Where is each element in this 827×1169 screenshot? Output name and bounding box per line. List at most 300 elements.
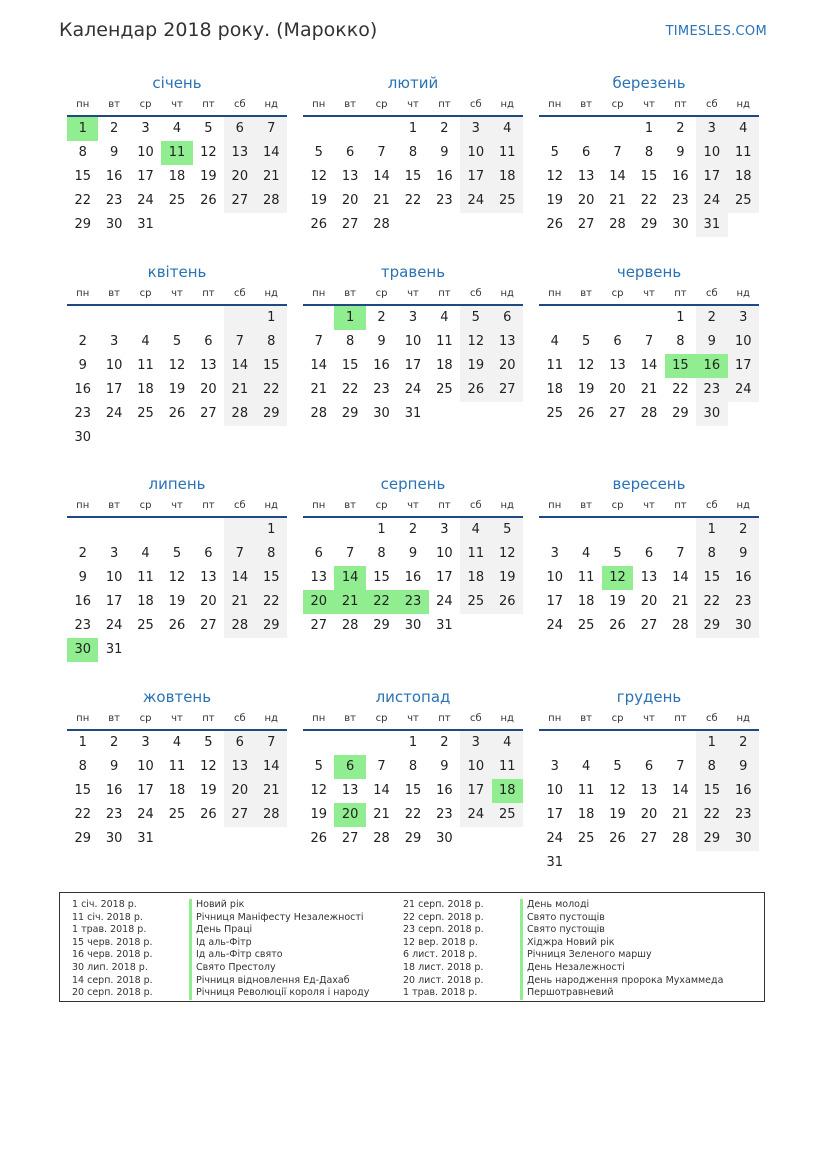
day-cell[interactable]: 21 [256,165,287,189]
day-cell[interactable]: 9 [408,546,418,561]
day-cell[interactable]: 12 [460,330,491,354]
day-cell[interactable]: 21 [672,594,689,609]
day-cell[interactable]: 26 [200,807,217,822]
day-cell[interactable]: 6 [644,759,654,774]
day-cell[interactable]: 6 [581,145,591,160]
day-cell[interactable]: 7 [224,542,255,566]
day-cell[interactable]: 11 [577,570,595,585]
day-cell[interactable]: 4 [172,121,182,136]
day-cell[interactable]: 11 [577,783,595,798]
day-cell[interactable]: 5 [613,759,622,774]
day-cell[interactable]: 20 [640,807,658,822]
day-cell[interactable]: 10 [546,783,563,798]
day-cell[interactable]: 22 [404,193,422,208]
day-cell[interactable]: 29 [256,614,287,638]
day-cell[interactable]: 8 [377,546,386,561]
day-cell[interactable]: 18 [137,382,154,397]
day-cell[interactable]: 16 [74,382,91,397]
day-cell[interactable]: 15 [256,566,287,590]
day-cell[interactable]: 23 [436,807,453,822]
day-cell[interactable]: 22 [74,193,91,208]
day-cell[interactable]: 13 [224,141,255,165]
day-cell[interactable]: 10 [137,145,154,160]
day-cell[interactable]: 26 [200,193,217,208]
day-cell[interactable]: 17 [137,783,154,798]
day-cell[interactable]: 2 [676,121,685,136]
day-cell[interactable]: 7 [613,145,622,160]
day-cell[interactable]: 25 [436,382,453,397]
day-cell[interactable]: 7 [314,334,323,349]
day-cell[interactable]: 20 [334,803,365,827]
day-cell[interactable]: 15 [404,169,422,184]
day-cell[interactable]: 15 [665,354,696,378]
day-cell[interactable]: 12 [200,145,217,160]
day-cell[interactable]: 1 [696,731,727,755]
day-cell[interactable]: 22 [696,803,727,827]
day-cell[interactable]: 10 [460,755,491,779]
day-cell[interactable]: 16 [105,783,123,798]
day-cell[interactable]: 6 [644,546,654,561]
day-cell[interactable]: 30 [105,831,123,846]
day-cell[interactable]: 1 [256,518,287,542]
day-cell[interactable]: 23 [74,406,91,421]
day-cell[interactable]: 6 [345,145,355,160]
day-cell[interactable]: 4 [172,735,182,750]
day-cell[interactable]: 21 [334,590,365,614]
day-cell[interactable]: 25 [137,406,154,421]
day-cell[interactable]: 14 [373,169,390,184]
day-cell[interactable]: 22 [366,590,397,614]
day-cell[interactable]: 27 [577,217,595,232]
day-cell[interactable]: 18 [728,165,759,189]
day-cell[interactable]: 29 [74,217,91,232]
day-cell[interactable]: 19 [609,594,626,609]
day-cell[interactable]: 3 [728,306,759,330]
day-cell[interactable]: 14 [334,566,365,590]
day-cell[interactable]: 27 [200,406,217,421]
day-cell[interactable]: 6 [204,334,213,349]
day-cell[interactable]: 15 [256,354,287,378]
day-cell[interactable]: 1 [408,735,418,750]
day-cell[interactable]: 19 [200,169,217,184]
day-cell[interactable]: 23 [696,378,727,402]
day-cell[interactable]: 25 [492,803,523,827]
day-cell[interactable]: 20 [640,594,658,609]
day-cell[interactable]: 20 [341,193,359,208]
day-cell[interactable]: 12 [602,566,633,590]
day-cell[interactable]: 21 [256,779,287,803]
day-cell[interactable]: 26 [460,378,491,402]
day-cell[interactable]: 22 [640,193,658,208]
day-cell[interactable]: 5 [204,121,213,136]
day-cell[interactable]: 28 [256,189,287,213]
day-cell[interactable]: 2 [78,334,87,349]
day-cell[interactable]: 9 [440,759,449,774]
day-cell[interactable]: 21 [672,807,689,822]
day-cell[interactable]: 10 [137,759,154,774]
day-cell[interactable]: 25 [546,406,563,421]
day-cell[interactable]: 14 [256,141,287,165]
day-cell[interactable]: 6 [334,755,365,779]
day-cell[interactable]: 20 [303,590,334,614]
day-cell[interactable]: 11 [137,358,154,373]
day-cell[interactable]: 28 [640,406,658,421]
day-cell[interactable]: 22 [256,590,287,614]
day-cell[interactable]: 16 [74,594,91,609]
day-cell[interactable]: 14 [256,755,287,779]
day-cell[interactable]: 18 [546,382,563,397]
day-cell[interactable]: 18 [492,779,523,803]
day-cell[interactable]: 9 [696,330,727,354]
day-cell[interactable]: 26 [310,217,327,232]
day-cell[interactable]: 4 [141,334,150,349]
day-cell[interactable]: 3 [696,117,727,141]
day-cell[interactable]: 17 [546,594,563,609]
day-cell[interactable]: 19 [577,382,595,397]
day-cell[interactable]: 9 [78,358,87,373]
day-cell[interactable]: 4 [581,759,591,774]
day-cell[interactable]: 6 [314,546,323,561]
day-cell[interactable]: 17 [436,570,453,585]
day-cell[interactable]: 15 [373,570,390,585]
day-cell[interactable]: 22 [74,807,91,822]
day-cell[interactable]: 16 [696,354,727,378]
day-cell[interactable]: 30 [404,618,422,633]
day-cell[interactable]: 7 [256,731,287,755]
day-cell[interactable]: 5 [314,145,323,160]
day-cell[interactable]: 24 [546,618,563,633]
day-cell[interactable]: 5 [314,759,323,774]
day-cell[interactable]: 13 [609,358,626,373]
day-cell[interactable]: 31 [546,855,563,870]
day-cell[interactable]: 1 [408,121,418,136]
day-cell[interactable]: 1 [334,306,365,330]
day-cell[interactable]: 8 [408,759,418,774]
day-cell[interactable]: 2 [696,306,727,330]
day-cell[interactable]: 27 [224,803,255,827]
day-cell[interactable]: 11 [460,542,491,566]
day-cell[interactable]: 29 [373,618,390,633]
day-cell[interactable]: 24 [728,378,759,402]
day-cell[interactable]: 24 [546,831,563,846]
day-cell[interactable]: 4 [141,546,150,561]
day-cell[interactable]: 13 [341,783,359,798]
day-cell[interactable]: 7 [224,330,255,354]
day-cell[interactable]: 8 [78,145,87,160]
day-cell[interactable]: 20 [577,193,595,208]
day-cell[interactable]: 14 [224,354,255,378]
day-cell[interactable]: 23 [74,618,91,633]
day-cell[interactable]: 3 [460,117,491,141]
day-cell[interactable]: 26 [577,406,595,421]
day-cell[interactable]: 15 [341,358,359,373]
day-cell[interactable]: 25 [728,189,759,213]
day-cell[interactable]: 26 [168,618,186,633]
day-cell[interactable]: 17 [546,807,563,822]
day-cell[interactable]: 25 [492,189,523,213]
day-cell[interactable]: 13 [341,169,359,184]
day-cell[interactable]: 20 [492,354,523,378]
day-cell[interactable]: 5 [172,334,182,349]
day-cell[interactable]: 7 [377,145,386,160]
day-cell[interactable]: 23 [105,807,123,822]
day-cell[interactable]: 24 [460,803,491,827]
day-cell[interactable]: 28 [672,831,689,846]
day-cell[interactable]: 29 [640,217,658,232]
day-cell[interactable]: 31 [105,642,123,657]
day-cell[interactable]: 15 [74,169,91,184]
day-cell[interactable]: 1 [696,518,727,542]
day-cell[interactable]: 25 [577,618,595,633]
day-cell[interactable]: 7 [644,334,654,349]
day-cell[interactable]: 8 [345,334,355,349]
day-cell[interactable]: 3 [109,546,119,561]
day-cell[interactable]: 2 [408,522,418,537]
day-cell[interactable]: 24 [696,189,727,213]
day-cell[interactable]: 11 [546,358,563,373]
day-cell[interactable]: 12 [200,759,217,774]
day-cell[interactable]: 16 [373,358,390,373]
day-cell[interactable]: 3 [109,334,119,349]
day-cell[interactable]: 30 [105,217,123,232]
day-cell[interactable]: 21 [224,378,255,402]
day-cell[interactable]: 31 [404,406,422,421]
day-cell[interactable]: 3 [408,310,418,325]
day-cell[interactable]: 23 [728,803,759,827]
day-cell[interactable]: 21 [373,193,390,208]
day-cell[interactable]: 8 [256,330,287,354]
day-cell[interactable]: 17 [696,165,727,189]
day-cell[interactable]: 28 [310,406,327,421]
day-cell[interactable]: 5 [581,334,591,349]
day-cell[interactable]: 19 [546,193,563,208]
day-cell[interactable]: 2 [109,735,119,750]
day-cell[interactable]: 2 [109,121,119,136]
day-cell[interactable]: 25 [460,590,491,614]
day-cell[interactable]: 30 [67,638,98,662]
day-cell[interactable]: 14 [310,358,327,373]
day-cell[interactable]: 7 [377,759,386,774]
day-cell[interactable]: 20 [200,594,217,609]
day-cell[interactable]: 30 [373,406,390,421]
day-cell[interactable]: 17 [460,165,491,189]
day-cell[interactable]: 28 [609,217,626,232]
day-cell[interactable]: 26 [168,406,186,421]
day-cell[interactable]: 12 [168,358,186,373]
day-cell[interactable]: 6 [224,117,255,141]
day-cell[interactable]: 23 [105,193,123,208]
day-cell[interactable]: 11 [436,334,453,349]
day-cell[interactable]: 6 [224,731,255,755]
day-cell[interactable]: 22 [341,382,359,397]
day-cell[interactable]: 19 [609,807,626,822]
day-cell[interactable]: 30 [672,217,689,232]
day-cell[interactable]: 10 [696,141,727,165]
day-cell[interactable]: 8 [408,145,418,160]
day-cell[interactable]: 28 [256,803,287,827]
day-cell[interactable]: 24 [105,406,123,421]
day-cell[interactable]: 17 [105,382,123,397]
day-cell[interactable]: 5 [204,735,213,750]
day-cell[interactable]: 23 [672,193,689,208]
day-cell[interactable]: 29 [404,831,422,846]
day-cell[interactable]: 29 [672,406,689,421]
day-cell[interactable]: 16 [436,783,453,798]
day-cell[interactable]: 23 [436,193,453,208]
day-cell[interactable]: 19 [310,807,327,822]
day-cell[interactable]: 7 [676,546,685,561]
day-cell[interactable]: 24 [460,189,491,213]
day-cell[interactable]: 15 [696,779,727,803]
day-cell[interactable]: 3 [141,735,150,750]
day-cell[interactable]: 31 [137,831,154,846]
day-cell[interactable]: 20 [609,382,626,397]
day-cell[interactable]: 14 [640,358,658,373]
day-cell[interactable]: 18 [492,165,523,189]
day-cell[interactable]: 25 [168,807,186,822]
day-cell[interactable]: 13 [200,358,217,373]
day-cell[interactable]: 8 [256,542,287,566]
day-cell[interactable]: 18 [436,358,453,373]
day-cell[interactable]: 15 [74,783,91,798]
day-cell[interactable]: 14 [672,570,689,585]
day-cell[interactable]: 27 [224,189,255,213]
day-cell[interactable]: 31 [696,213,727,237]
day-cell[interactable]: 11 [492,141,523,165]
day-cell[interactable]: 13 [310,570,327,585]
day-cell[interactable]: 27 [310,618,327,633]
day-cell[interactable]: 27 [492,378,523,402]
day-cell[interactable]: 17 [105,594,123,609]
day-cell[interactable]: 24 [436,594,453,609]
day-cell[interactable]: 16 [436,169,453,184]
day-cell[interactable]: 13 [640,783,658,798]
day-cell[interactable]: 19 [460,354,491,378]
day-cell[interactable]: 30 [728,614,759,638]
day-cell[interactable]: 24 [137,193,154,208]
day-cell[interactable]: 10 [404,334,422,349]
day-cell[interactable]: 6 [204,546,213,561]
day-cell[interactable]: 28 [373,831,390,846]
day-cell[interactable]: 9 [377,334,386,349]
day-cell[interactable]: 8 [696,542,727,566]
day-cell[interactable]: 12 [310,169,327,184]
day-cell[interactable]: 5 [550,145,559,160]
day-cell[interactable]: 17 [137,169,154,184]
day-cell[interactable]: 18 [460,566,491,590]
day-cell[interactable]: 8 [676,334,685,349]
day-cell[interactable]: 14 [224,566,255,590]
day-cell[interactable]: 4 [492,117,523,141]
day-cell[interactable]: 27 [200,618,217,633]
day-cell[interactable]: 16 [105,169,123,184]
day-cell[interactable]: 5 [492,518,523,542]
day-cell[interactable]: 4 [581,546,591,561]
day-cell[interactable]: 31 [137,217,154,232]
day-cell[interactable]: 7 [256,117,287,141]
day-cell[interactable]: 29 [341,406,359,421]
day-cell[interactable]: 30 [436,831,453,846]
day-cell[interactable]: 9 [728,755,759,779]
day-cell[interactable]: 11 [137,570,154,585]
day-cell[interactable]: 15 [640,169,658,184]
day-cell[interactable]: 15 [696,566,727,590]
day-cell[interactable]: 10 [728,330,759,354]
day-cell[interactable]: 3 [550,546,559,561]
day-cell[interactable]: 9 [676,145,685,160]
day-cell[interactable]: 4 [440,310,449,325]
day-cell[interactable]: 9 [78,570,87,585]
day-cell[interactable]: 15 [404,783,422,798]
day-cell[interactable]: 12 [492,542,523,566]
day-cell[interactable]: 26 [546,217,563,232]
day-cell[interactable]: 26 [310,831,327,846]
day-cell[interactable]: 18 [137,594,154,609]
day-cell[interactable]: 30 [728,827,759,851]
day-cell[interactable]: 18 [577,594,595,609]
day-cell[interactable]: 21 [609,193,626,208]
day-cell[interactable]: 10 [105,358,123,373]
day-cell[interactable]: 19 [492,566,523,590]
brand-link[interactable]: TIMESLES.COM [665,24,767,39]
day-cell[interactable]: 4 [728,117,759,141]
day-cell[interactable]: 13 [200,570,217,585]
day-cell[interactable]: 12 [546,169,563,184]
day-cell[interactable]: 19 [200,783,217,798]
day-cell[interactable]: 2 [728,731,759,755]
day-cell[interactable]: 21 [640,382,658,397]
day-cell[interactable]: 5 [172,546,182,561]
day-cell[interactable]: 11 [161,141,192,165]
day-cell[interactable]: 23 [397,590,428,614]
day-cell[interactable]: 16 [728,779,759,803]
day-cell[interactable]: 26 [492,590,523,614]
day-cell[interactable]: 12 [310,783,327,798]
day-cell[interactable]: 29 [74,831,91,846]
day-cell[interactable]: 2 [440,735,449,750]
day-cell[interactable]: 3 [550,759,559,774]
day-cell[interactable]: 20 [224,165,255,189]
day-cell[interactable]: 27 [640,618,658,633]
day-cell[interactable]: 6 [613,334,622,349]
day-cell[interactable]: 26 [609,618,626,633]
day-cell[interactable]: 11 [728,141,759,165]
day-cell[interactable]: 19 [310,193,327,208]
day-cell[interactable]: 2 [377,310,386,325]
day-cell[interactable]: 8 [644,145,654,160]
day-cell[interactable]: 28 [224,614,255,638]
day-cell[interactable]: 1 [67,117,98,141]
day-cell[interactable]: 23 [728,590,759,614]
day-cell[interactable]: 28 [672,618,689,633]
day-cell[interactable]: 14 [672,783,689,798]
day-cell[interactable]: 1 [256,306,287,330]
day-cell[interactable]: 27 [609,406,626,421]
day-cell[interactable]: 28 [373,217,390,232]
day-cell[interactable]: 31 [436,618,453,633]
day-cell[interactable]: 1 [644,121,654,136]
day-cell[interactable]: 3 [460,731,491,755]
day-cell[interactable]: 8 [78,759,87,774]
day-cell[interactable]: 29 [696,827,727,851]
day-cell[interactable]: 7 [345,546,355,561]
day-cell[interactable]: 20 [200,382,217,397]
day-cell[interactable]: 22 [672,382,689,397]
day-cell[interactable]: 22 [256,378,287,402]
day-cell[interactable]: 12 [609,783,626,798]
day-cell[interactable]: 30 [696,402,727,426]
day-cell[interactable]: 4 [492,731,523,755]
